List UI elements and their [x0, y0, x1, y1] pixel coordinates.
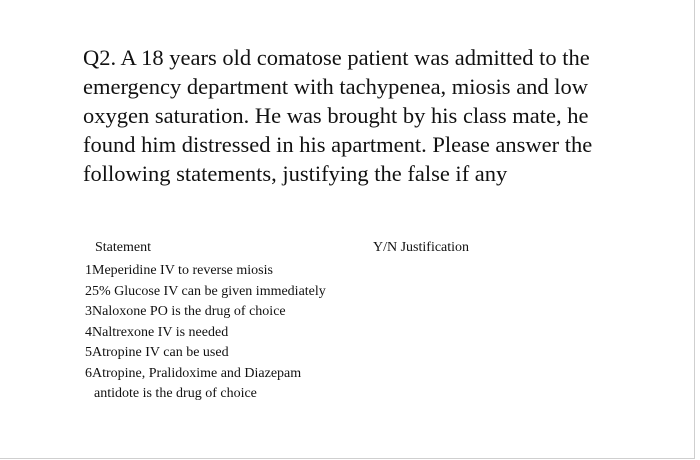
statement-row-3: [85, 302, 375, 323]
yn-justification-column-header: Y/N Justification: [373, 240, 470, 255]
statement-row-5: [85, 343, 375, 364]
statement-number: 6: [85, 365, 92, 381]
statement-row-6: [85, 364, 375, 405]
statement-text: Meperidine IV to reverse miosis: [92, 263, 273, 278]
statement-row-2: [85, 282, 375, 303]
statement-number: 1: [85, 263, 92, 278]
statement-text: 5% Glucose IV can be given immediately: [92, 283, 326, 299]
statement-row-4: [85, 323, 375, 344]
statement-text-line-1: Atropine, Pralidoxime and Diazepam: [92, 365, 302, 381]
question-text: Q2. A 18 years old comatose patient was admitted to the emergency department with tachypenea, miosis and low oxygen saturation. He was brought by his class mate, he found him distressed in his apartment. Please answer the following statements, justifying the false if any: [83, 45, 593, 186]
statement-number: 5: [85, 345, 92, 360]
statement-list: [85, 261, 375, 405]
statement-number: 3: [85, 304, 92, 319]
statement-number: 2: [85, 283, 92, 299]
statement-row-1: [85, 261, 375, 282]
statement-column-header: Statement: [95, 240, 151, 255]
statement-text: Naltrexone IV is needed: [92, 324, 229, 340]
statement-number: 4: [85, 324, 92, 340]
statement-text: Naloxone PO is the drug of choice: [92, 304, 286, 319]
statement-text: Atropine IV can be used: [92, 345, 229, 360]
statement-text: [92, 364, 375, 405]
statement-text-line-2: antidote is the drug of choice: [94, 386, 257, 401]
